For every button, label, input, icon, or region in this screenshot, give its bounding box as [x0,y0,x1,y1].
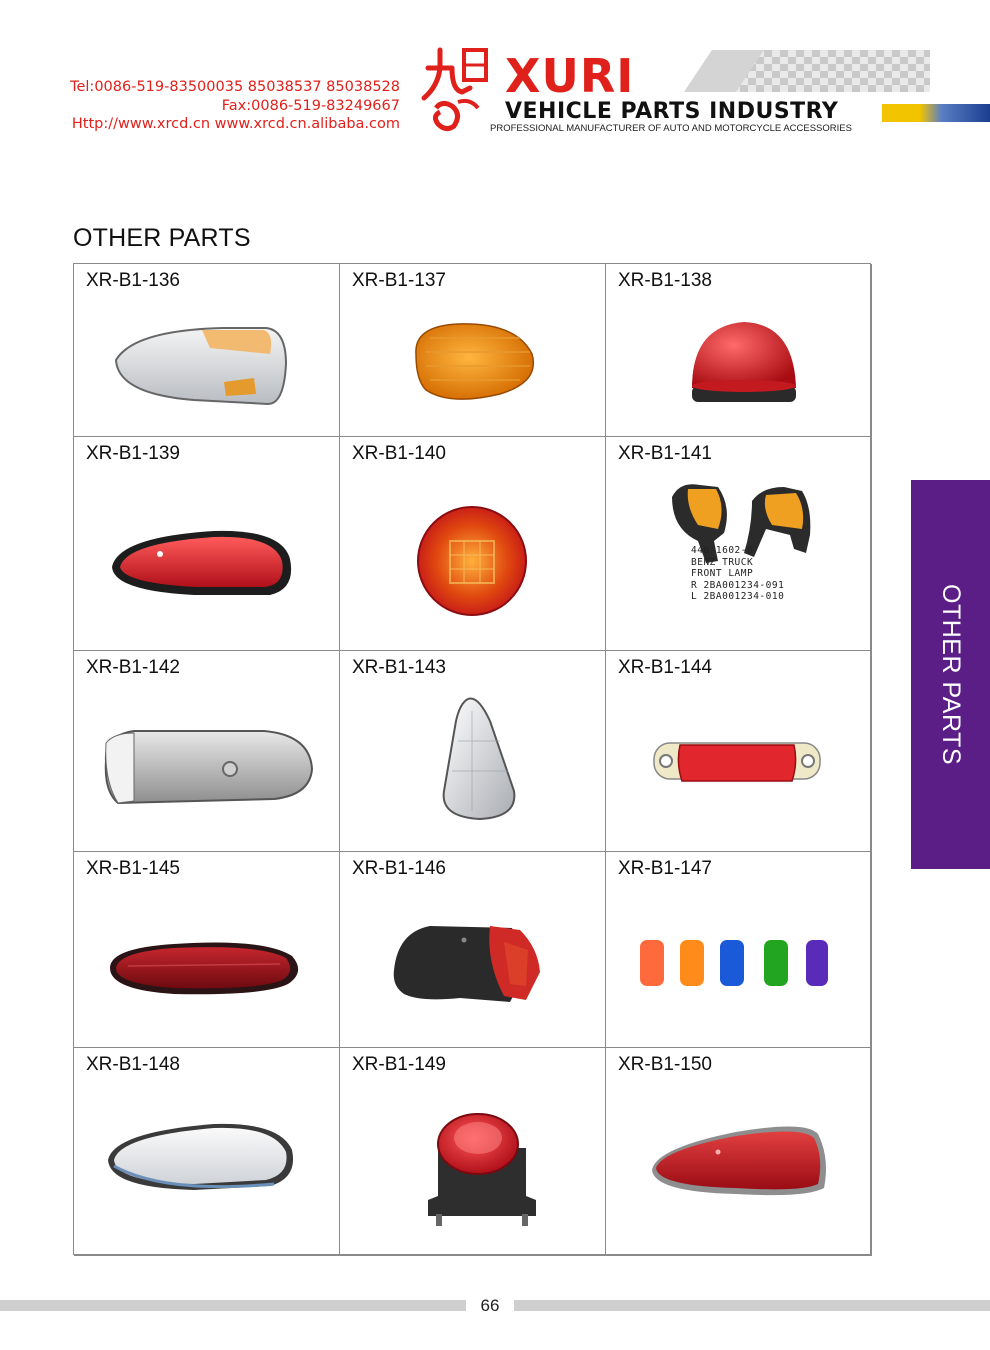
product-cell [606,852,872,1048]
colored-lens-set-image [606,852,872,1048]
product-note [691,545,784,603]
product-code: XR-B1-149 [352,1054,446,1075]
grey-elongated-lamp-image [74,651,340,852]
page-number: 66 [480,1296,500,1315]
xuri-logo-icon [418,38,498,134]
note-line: 440-1602-6 [691,545,754,556]
product-code: XR-B1-138 [618,270,712,291]
red-marker-lamp-image [606,651,872,852]
clear-cone-lamp-image [340,651,606,852]
product-cell [340,852,606,1048]
product-code: XR-B1-147 [618,858,712,879]
red-dome-lamp-image [606,264,872,437]
product-code: XR-B1-143 [352,657,446,678]
product-code: XR-B1-142 [86,657,180,678]
benz-front-lamp-pair-image [606,437,872,651]
product-cell [74,852,340,1048]
product-grid [73,263,871,1255]
brand-subtitle: VEHICLE PARTS INDUSTRY [505,99,839,124]
amber-oval-lamp-image [340,264,606,437]
section-title: OTHER PARTS [73,224,251,252]
note-line: R 2BA001234-091 [691,579,785,591]
product-cell [606,1048,872,1256]
product-code: XR-B1-139 [86,443,180,464]
red-teardrop-lamp-image [74,437,340,651]
product-code: XR-B1-141 [618,443,712,464]
contact-info [40,78,400,134]
product-cell [74,651,340,852]
product-code: XR-B1-145 [86,858,180,879]
product-cell [606,437,872,651]
note-line: BENZ TRUCK [691,556,754,568]
product-cell [340,1048,606,1256]
red-wedge-lamp-image [606,1048,872,1256]
contact-tel: Tel:0086-519-83500035 85038537 85038528 [70,79,400,95]
black-red-housing-lamp-image [340,852,606,1048]
product-code: XR-B1-140 [352,443,446,464]
side-tab [911,480,990,869]
product-code: XR-B1-148 [86,1054,180,1075]
product-cell [340,651,606,852]
product-code: XR-B1-150 [618,1054,712,1075]
clear-teardrop-lamp-image [74,264,340,437]
round-amber-red-lamp-image [340,437,606,651]
contact-web: Http://www.xrcd.cn www.xrcd.cn.alibaba.com [71,116,400,132]
product-cell [606,651,872,852]
product-cell [74,1048,340,1256]
side-tab-label: OTHER PARTS [937,584,965,765]
footer-bar-right [514,1300,990,1311]
clear-teardrop-lamp-image [74,1048,340,1256]
product-cell [340,264,606,437]
note-line: FRONT LAMP [691,568,754,579]
product-cell [606,264,872,437]
footer-bar-left [0,1300,466,1311]
product-cell [74,264,340,437]
dark-red-long-lamp-image [74,852,340,1048]
product-code: XR-B1-137 [352,270,446,291]
checkered-flag-graphic [684,50,930,92]
product-code: XR-B1-136 [86,270,180,291]
product-cell [74,437,340,651]
red-lamp-bracket-image [340,1048,606,1256]
contact-fax: Fax:0086-519-83249667 [221,97,400,114]
color-stripe-graphic [882,104,990,122]
product-code: XR-B1-144 [618,657,712,678]
brand-tagline: PROFESSIONAL MANUFACTURER OF AUTO AND MOTORCYCLE ACCESSORIES [490,123,852,134]
brand-name: XURI [505,49,635,103]
product-cell [340,437,606,651]
note-line: L 2BA001234-010 [691,591,785,602]
product-code: XR-B1-146 [352,858,446,879]
